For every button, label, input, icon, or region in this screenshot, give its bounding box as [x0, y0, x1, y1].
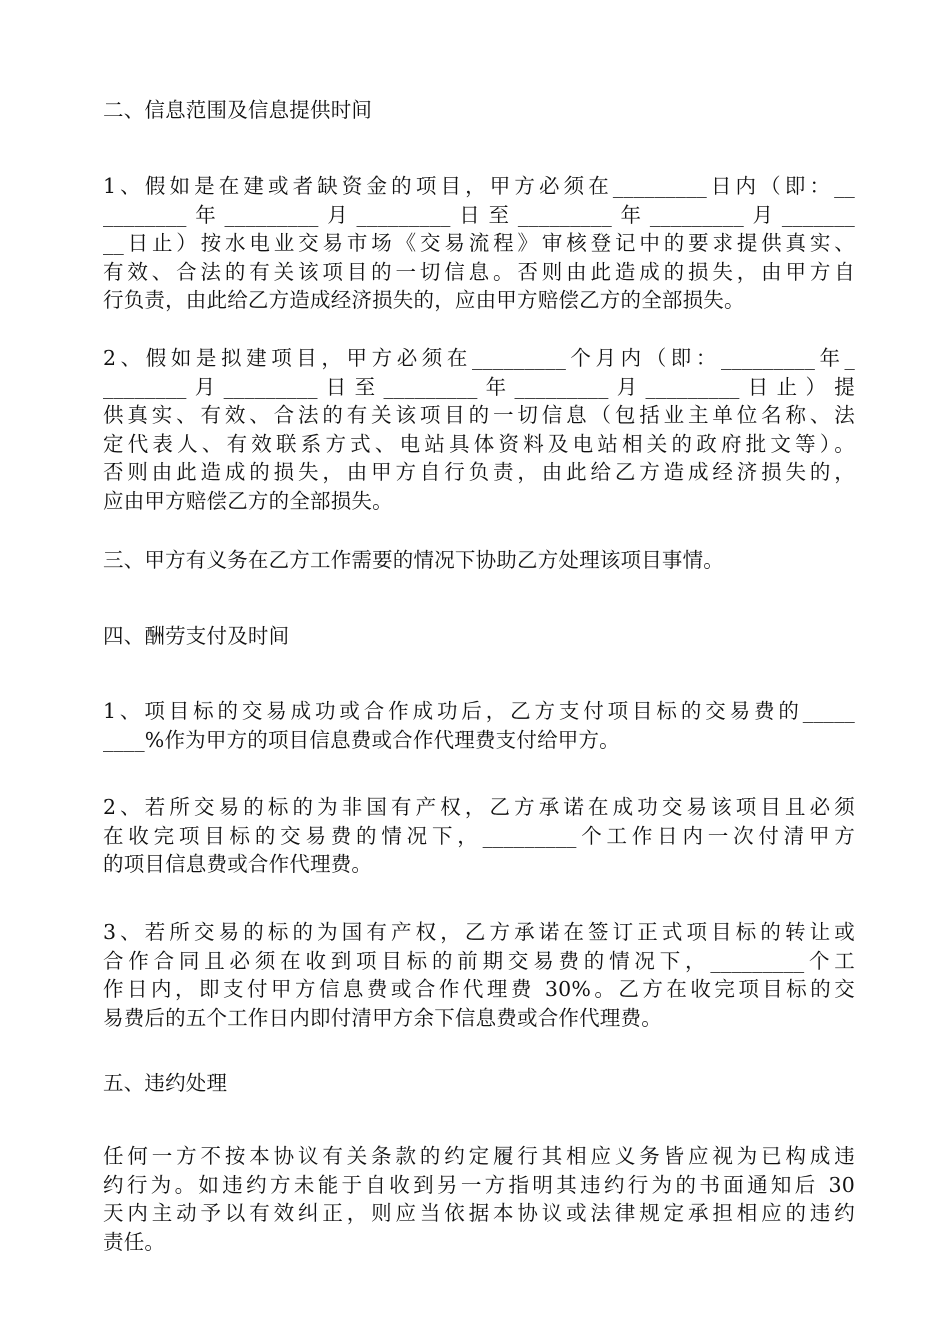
- section-4-heading: [103, 622, 855, 651]
- section-4-item-2: [103, 793, 855, 879]
- heading-text: 二、信息范围及信息提供时间: [103, 98, 373, 122]
- paragraph-line: 供真实、有效、合法的有关该项目的一切信息（包括业主单位名称、法: [103, 403, 855, 427]
- paragraph-line: 天内主动予以有效纠正，则应当依据本协议或法律规定承担相应的违约: [103, 1201, 855, 1225]
- paragraph-line: 合作合同且必须在收到项目标的前期交易费的情况下，_________个工: [103, 948, 855, 973]
- section-5-heading: [103, 1069, 855, 1098]
- section-4-item-3: [103, 918, 855, 1032]
- section-2-item-2: [103, 344, 855, 515]
- paragraph-line: 应由甲方赔偿乙方的全部损失。: [103, 488, 393, 513]
- paragraph-line: 3、若所交易的标的为国有产权，乙方承诺在签订正式项目标的转让或: [103, 920, 855, 944]
- heading-text: 五、违约处理: [103, 1071, 228, 1095]
- paragraph-line: 在收完项目标的交易费的情况下，_________个工作日内一次付清甲方: [103, 823, 855, 848]
- paragraph-line: 2、若所交易的标的为非国有产权，乙方承诺在成功交易该项目且必须: [103, 795, 855, 819]
- paragraph-line: 有效、合法的有关该项目的一切信息。否则由此造成的损失，由甲方自: [103, 259, 855, 284]
- paragraph-line: ________年_________月_________日至_________年_________月_______: [103, 202, 855, 227]
- paragraph-line: 易费后的五个工作日内即付清甲方余下信息费或合作代理费。: [103, 1005, 662, 1030]
- section-2-heading: [103, 96, 855, 125]
- paragraph-line: 行负责，由此给乙方造成经济损失的，应由甲方赔偿乙方的全部损失。: [103, 288, 745, 312]
- paragraph-line: 1、项目标的交易成功或合作成功后，乙方支付项目标的交易费的_____: [103, 699, 855, 723]
- heading-text: 三、甲方有义务在乙方工作需要的情况下协助乙方处理该项目事情。: [103, 548, 724, 572]
- paragraph-line: 否则由此造成的损失，由甲方自行负责，由此给乙方造成经济损失的，: [103, 460, 855, 484]
- heading-text: 四、酬劳支付及时间: [103, 624, 290, 648]
- paragraph-line: ____%作为甲方的项目信息费或合作代理费支付给甲方。: [103, 727, 620, 752]
- paragraph-line: 的项目信息费或合作代理费。: [103, 852, 373, 876]
- section-3-heading: [103, 546, 855, 575]
- paragraph-line: 2、假如是拟建项目，甲方必须在_________个月内（即：_________年_: [103, 346, 855, 370]
- paragraph-line: ________月_________日至_________年_________月_________日止）提: [103, 374, 855, 399]
- paragraph-line: __日止）按水电业交易市场《交易流程》审核登记中的要求提供真实、: [103, 231, 855, 255]
- section-4-item-1: [103, 697, 855, 754]
- section-5-body: [103, 1142, 855, 1256]
- paragraph-line: 任何一方不按本协议有关条款的约定履行其相应义务皆应视为已构成违: [103, 1144, 855, 1168]
- paragraph-line: 责任。: [103, 1229, 166, 1254]
- section-2-item-1: [103, 172, 855, 315]
- paragraph-line: 作日内，即支付甲方信息费或合作代理费 30%。乙方在收完项目标的交: [103, 977, 855, 1001]
- paragraph-line: 1、假如是在建或者缺资金的项目，甲方必须在_________日内（即：__: [103, 174, 855, 198]
- paragraph-line: 约行为。如违约方未能于自收到另一方指明其违约行为的书面通知后 30: [103, 1172, 855, 1197]
- paragraph-line: 定代表人、有效联系方式、电站具体资料及电站相关的政府批文等）。: [103, 431, 855, 456]
